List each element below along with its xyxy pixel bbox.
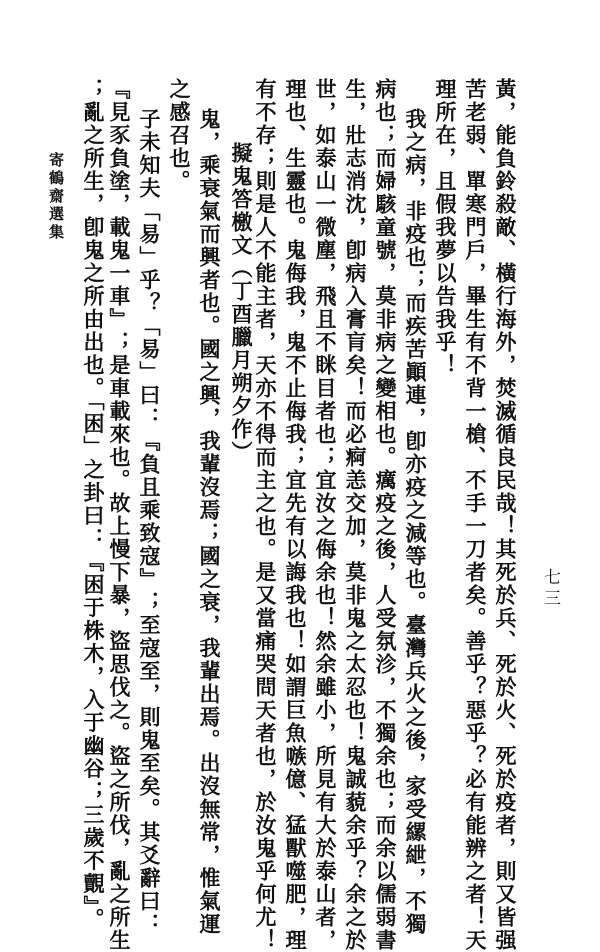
text-column: ；亂之所生，卽鬼之所由出也。「困」之卦曰：『困于株木，入于幽谷；三歲不覿』。: [81, 78, 106, 931]
text-column: 病也；而婦駭童號，莫非病之變相也。癘疫之後，人受氛沴，不獨余也；而余以儒弱書: [373, 78, 398, 952]
text-column: 理所在，且假我夢以告我乎！: [433, 78, 458, 377]
text-column: 有不存；則是人不能主者，天亦不得而主之也。是又當痛哭問天者也，於汝鬼乎何尤！: [253, 78, 278, 952]
text-column: 之感召也。: [167, 78, 192, 193]
essay-title: 擬鬼答檄文（丁酉臘月朔夕作）: [229, 142, 254, 464]
page-number: 七三: [540, 568, 560, 610]
text-column: 子未知夫「易」乎？「易」曰：『負且乘致寇』；至寇至，則鬼至矣。其爻辭曰：: [137, 108, 162, 936]
text-column: 『見豕負塗，載鬼一車』；是車載來也。故上慢下暴，盜思伐之。盜之所伐，亂之所生: [107, 78, 132, 952]
text-column: 生，壯志消沈，卽病入膏肓矣！而必痾恙交加，莫非鬼之太忍也！鬼誠藐余乎？余之於: [343, 78, 368, 952]
text-column: 鬼，乘衰氣而興者也。國之興，我輩沒焉；國之衰，我輩出焉。出沒無常，惟氣運: [197, 108, 222, 936]
running-head: 寄鶴齋選集: [47, 152, 65, 242]
text-column: 世，如泰山一微塵，飛且不眯目者也；宜汝之侮余也！然余雖小，所見有大於泰山者，: [313, 78, 338, 952]
text-column: 黃，能負鈴殺敵、橫行海外，焚滅循良民哉！其死於兵、死於火、死於疫者，則又皆强: [493, 78, 518, 952]
text-column: 理也、生靈也。鬼侮我，鬼不止侮我；宜先有以誨我也！如謂巨魚嗾億、猛獸噬肥，理: [283, 78, 308, 952]
text-column: 我之病，非疫也；而疾苦顚連，卽亦疫之減等也。臺灣兵火之後，家受縲紲，不獨: [403, 108, 428, 936]
text-column: 苦老弱、單寒門戶，畢生有不背一槍、不手一刀者矣。善乎？惡乎？必有能辨之者！天: [463, 78, 488, 952]
